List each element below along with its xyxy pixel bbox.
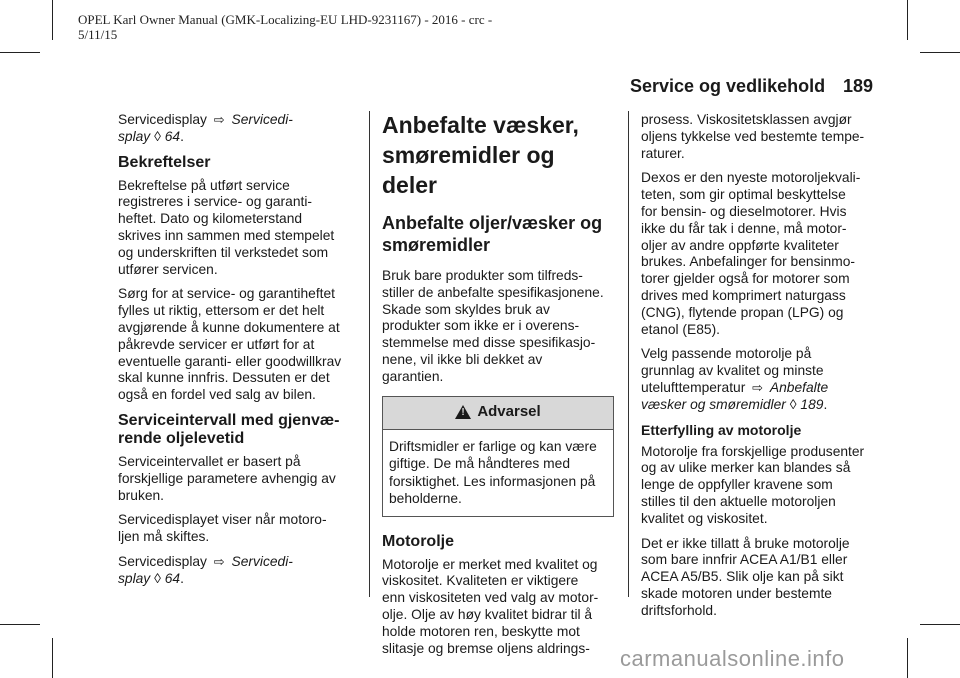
crop-mark-bottom-right-v <box>907 638 908 678</box>
paragraph-mixing: Motorolje fra forskjellige produsenter og av ulike merker kan blandes så lenge de oppfyller kravene som stilles til den aktuelle motoroljen kvalitet og viskositet. <box>641 443 865 526</box>
heading-confirmations: Bekreftelser <box>118 153 211 171</box>
reference-arrow-icon: ⇨ <box>213 112 225 127</box>
subchapter-heading: Anbefalte oljer/væsker og smøremidler <box>382 213 603 255</box>
warning-title: Advarsel <box>477 403 541 421</box>
crop-mark-top-right-v <box>907 0 908 40</box>
section-title: Service og vedlikehold <box>630 76 826 96</box>
cross-reference-link[interactable]: Anbefalte <box>769 379 829 395</box>
heading-engine-oil: Motorolje <box>382 532 454 550</box>
column-1 <box>118 112 356 596</box>
crop-mark-bottom-right-h <box>920 624 960 625</box>
column-divider-2 <box>628 111 629 597</box>
cross-reference: Servicedisplay ⇨ Servicedi- splay ◊ 64. <box>118 553 293 586</box>
column-3 <box>641 112 881 628</box>
crop-mark-top-left-h <box>0 52 40 53</box>
document-header <box>78 12 492 42</box>
paragraph-warranty: Sørg for at service- og garantiheftet fylles ut riktig, ettersom er det helt avgjørende å kunne dokumentere at påkrevde servicer er utført for at eventuelle garanti- eller goodwillkrav skal kunne innfris. Dessuten er det også en fordel ved salg av bilen. <box>118 286 342 403</box>
paragraph-confirmations: Bekreftelse på utført service registreres i service- og garanti- heftet. Dato og kilometerstand skrives inn sammen med stempelet og underskriften til verkstedet som utfører servicen. <box>118 177 335 277</box>
warning-header <box>383 397 613 430</box>
crop-mark-bottom-left-h <box>0 624 40 625</box>
heading-topup: Etterfylling av motorolje <box>641 421 802 438</box>
paragraph-engine-oil: Motorolje er merket med kvalitet og viskositet. Kvaliteten er viktigere enn viskositeten ved valg av motor- olje. Olje av høy kvalitet bidrar til å holde motoren ren, beskytte mot slitasje og bremse oljens aldrings- <box>382 556 599 656</box>
reference-arrow-icon: ⇨ <box>213 553 225 569</box>
cross-reference: Servicedisplay ⇨ Servicedi- splay ◊ 64. <box>118 112 293 144</box>
crop-mark-top-left-v <box>52 0 53 40</box>
warning-box <box>382 396 614 517</box>
paragraph-products: Bruk bare produkter som tilfreds- stiller de anbefalte spesifikasjonene. Skade som skyldes bruk av produkter som ikke er i overens- stemmelse med disse spesifikasjo- nene, vil ikke bli dekket av garantien. <box>382 268 604 384</box>
paragraph-interval: Serviceintervallet er basert på forskjellige parametere avhengig av bruken. <box>118 453 336 503</box>
reference-page[interactable]: 189 <box>800 396 824 412</box>
paragraph-dexos: Dexos er den nyeste motoroljekvali- teten, som gir optimal beskyttelse for bensin- og dieselmotorer. Hvis ikke du får tak i denne, må motor- oljer av andre oppførte kvaliteter brukes. Anbefalinger for bensinmo- torer gjelder også for motorer som drives med komprimert naturgass (CNG), flytende propan (LPG) og etanol (E85). <box>641 170 861 337</box>
column-2 <box>382 110 614 665</box>
paragraph-select-oil: Velg passende motorolje på grunnlag av kvalitet og minste utelufttemperatur ⇨ Anbefalte væsker og smøremidler ◊ 189. <box>641 346 829 412</box>
warning-triangle-icon <box>455 405 471 419</box>
column-divider-1 <box>369 111 370 597</box>
paragraph-service-display: Servicedisplayet viser når motoro- ljen må skiftes. <box>118 512 327 545</box>
crop-mark-bottom-left-v <box>52 638 53 678</box>
heading-service-interval: Serviceintervall med gjenvæ- rende oljelevetid <box>118 411 340 447</box>
reference-page-icon: ◊ <box>789 396 797 412</box>
document-header-line2: 5/11/15 <box>78 27 118 42</box>
watermark: carmanualsonline.info <box>620 646 845 671</box>
reference-page-icon: ◊ <box>154 128 161 144</box>
reference-page[interactable]: 64 <box>164 570 181 586</box>
crop-mark-top-right-h <box>920 52 960 53</box>
page-number: 189 <box>843 76 874 96</box>
reference-page-icon: ◊ <box>154 570 161 586</box>
chapter-heading: Anbefalte væsker, smøremidler og deler <box>382 112 579 198</box>
reference-page[interactable]: 64 <box>164 128 181 144</box>
cross-reference-link[interactable]: Servicedi- <box>231 553 293 569</box>
paragraph-viscosity: prosess. Viskositetsklassen avgjør oljens tykkelse ved bestemte tempe- raturer. <box>641 112 865 161</box>
paragraph-acea: Det er ikke tillatt å bruke motorolje som bare innfrir ACEA A1/B1 eller ACEA A5/B5. Slik olje kan på sikt skade motoren under bestemte driftsforhold. <box>641 535 850 618</box>
reference-arrow-icon: ⇨ <box>752 379 764 395</box>
document-header-line1: OPEL Karl Owner Manual (GMK-Localizing-EU LHD-9231167) - 2016 - crc - <box>78 12 493 27</box>
warning-body: Driftsmidler er farlige og kan være giftige. De må håndteres med forsiktighet. Les informasjonen på beholderne. <box>389 438 597 507</box>
cross-reference-link[interactable]: Servicedi- <box>231 112 293 127</box>
